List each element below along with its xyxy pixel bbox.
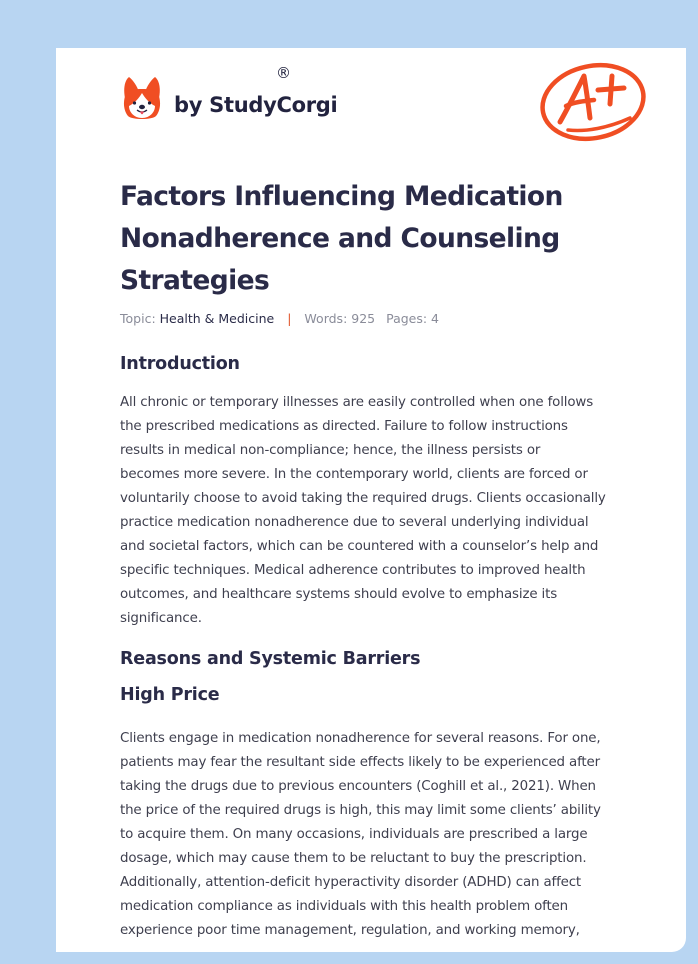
- studycorgi-logo[interactable]: [122, 74, 337, 124]
- high-price-paragraph: [120, 727, 636, 943]
- corgi-icon: [122, 76, 162, 122]
- paragraph-line: taking the drugs due to previous encounters (Coghill et al., 2021). When: [120, 779, 596, 794]
- paragraph-line: becomes more severe. In the contemporary world, clients are forced or: [120, 467, 588, 482]
- paragraph-line: experience poor time management, regulation, and working memory,: [120, 923, 580, 938]
- title-line: Strategies: [120, 265, 270, 296]
- logo-text: by StudyCorgi: [174, 93, 338, 117]
- section-heading-introduction: Introduction: [120, 354, 240, 374]
- paragraph-line: voluntarily choose to avoid taking the required drugs. Clients occasionally: [120, 491, 606, 506]
- word-count: Words: 925: [304, 311, 376, 326]
- paragraph-line: results in medical non-compliance; hence, the illness persists or: [120, 443, 541, 458]
- paragraph-line: dosage, which may cause them to be reluctant to buy the prescription.: [120, 851, 587, 866]
- document-title: [120, 176, 600, 302]
- meta-separator: |: [287, 311, 292, 326]
- topic-label: Topic:: [120, 311, 156, 326]
- paragraph-line: to acquire them. On many occasions, individuals are prescribed a large: [120, 827, 588, 842]
- paragraph-line: the price of the required drugs is high, this may limit some clients’ ability: [120, 803, 601, 818]
- paragraph-line: All chronic or temporary illnesses are easily controlled when one follows: [120, 395, 594, 410]
- section-heading-reasons: Reasons and Systemic Barriers: [120, 649, 421, 669]
- title-line: Nonadherence and Counseling: [120, 223, 560, 254]
- paragraph-line: Additionally, attention-deficit hyperactivity disorder (ADHD) can affect: [120, 875, 582, 890]
- paragraph-line: outcomes, and healthcare systems should evolve to emphasize its: [120, 587, 558, 602]
- paragraph-line: significance.: [120, 611, 202, 626]
- document-meta: [120, 311, 439, 326]
- paragraph-line: the prescribed medications as directed. Failure to follow instructions: [120, 419, 568, 434]
- topic-link[interactable]: Health & Medicine: [159, 311, 275, 326]
- paragraph-line: medication compliance as individuals with this health problem often: [120, 899, 568, 914]
- document-card: [56, 48, 686, 952]
- page-count: Pages: 4: [386, 311, 440, 326]
- a-plus-grade-icon: [538, 58, 648, 142]
- title-line: Factors Influencing Medication: [120, 181, 563, 212]
- paragraph-line: practice medication nonadherence due to several underlying individual: [120, 515, 589, 530]
- subheading-high-price: High Price: [120, 685, 220, 705]
- paragraph-line: and societal factors, which can be countered with a counselor’s help and: [120, 539, 599, 554]
- registered-mark: ®: [276, 64, 291, 82]
- paragraph-line: specific techniques. Medical adherence contributes to improved health: [120, 563, 586, 578]
- paragraph-line: patients may fear the resultant side effects likely to be experienced after: [120, 755, 600, 770]
- introduction-paragraph: [120, 391, 636, 631]
- paragraph-line: Clients engage in medication nonadherence for several reasons. For one,: [120, 731, 601, 746]
